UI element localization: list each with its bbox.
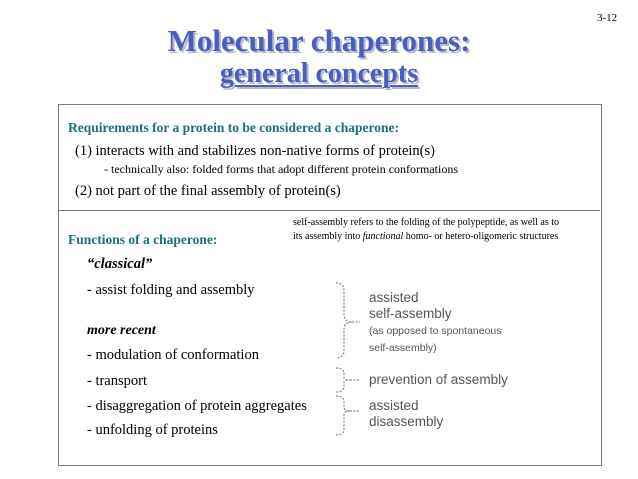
brace-disassembly <box>336 396 350 435</box>
function-item: - disaggregation of protein aggregates <box>87 398 307 414</box>
self-assembly-label: self-assembly <box>369 306 452 321</box>
recent-label: more recent <box>87 323 156 338</box>
function-item: - transport <box>87 373 147 389</box>
note-text: its assembly into <box>293 231 363 242</box>
function-item: - modulation of conformation <box>87 347 259 363</box>
function-item: - assist folding and assembly <box>87 282 255 298</box>
opposed-note: self-assembly) <box>369 342 437 354</box>
opposed-note: (as opposed to spontaneous <box>369 325 502 337</box>
assisted-label: assisted <box>369 290 419 305</box>
requirement-1: (1) interacts with and stabilizes non-native forms of protein(s) <box>75 143 435 159</box>
prevention-label: prevention of assembly <box>369 372 508 387</box>
slide-subtitle: general concepts <box>219 58 419 89</box>
note-emphasis: functional <box>362 231 404 242</box>
requirement-2: (2) not part of the final assembly of protein(s) <box>75 183 341 199</box>
brace-prevention <box>336 368 350 392</box>
assisted-label: assisted <box>369 398 419 413</box>
slide-number: 3-12 <box>597 12 618 24</box>
disassembly-label: disassembly <box>369 414 444 429</box>
functions-heading: Functions of a chaperone: <box>68 232 218 247</box>
requirements-heading: Requirements for a protein to be considered a chaperone: <box>68 120 399 135</box>
requirement-1-sub: - technically also: folded forms that adopt different protein conformations <box>104 162 459 176</box>
brace-self-assembly <box>336 283 352 358</box>
note-line-1: self-assembly refers to the folding of the polypeptide, as well as to <box>293 217 560 228</box>
classical-label: “classical” <box>87 256 153 272</box>
function-item: - unfolding of proteins <box>87 422 218 438</box>
note-text: homo- or hetero-oligomeric structures <box>403 231 559 242</box>
slide-title: Molecular chaperones: <box>167 23 471 58</box>
